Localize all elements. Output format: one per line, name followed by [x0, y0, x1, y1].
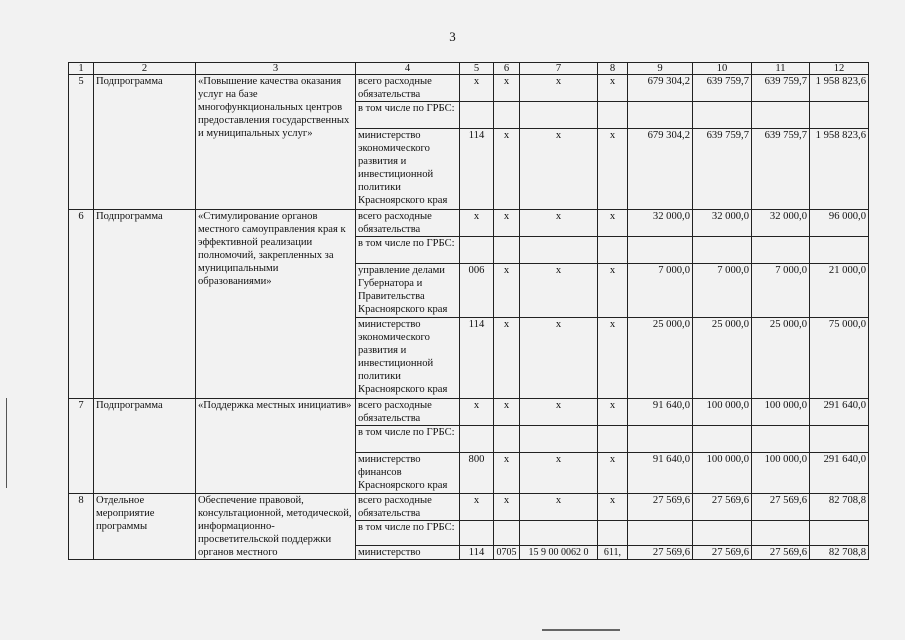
cell-c5: 800	[460, 453, 494, 494]
cell-c7: х	[520, 494, 598, 521]
cell-c9: 91 640,0	[628, 453, 693, 494]
header-cell-4: 4	[356, 63, 460, 75]
grbs-name: министерство	[356, 546, 460, 560]
cell-c12: 1 958 823,6	[810, 129, 869, 210]
cell-c6: 0705	[494, 546, 520, 560]
header-cell-5: 5	[460, 63, 494, 75]
cell-c6: х	[494, 264, 520, 318]
cell-c11: 27 569,6	[752, 546, 810, 560]
row-type: Отдельное мероприятие программы	[94, 494, 196, 560]
cell-c6: х	[494, 494, 520, 521]
cell-c5: х	[460, 399, 494, 426]
cell-c6: х	[494, 210, 520, 237]
grbs-label: в том числе по ГРБС:	[356, 521, 460, 546]
cell-c12: 291 640,0	[810, 453, 869, 494]
cell-c12: 1 958 823,6	[810, 75, 869, 102]
table-row	[69, 210, 869, 237]
row-number: 5	[69, 75, 94, 210]
cell-c8: х	[598, 494, 628, 521]
cell-c8: х	[598, 318, 628, 399]
scan-margin-line	[6, 398, 7, 488]
cell-c6: х	[494, 129, 520, 210]
grbs-label: в том числе по ГРБС:	[356, 102, 460, 129]
cell-c9: 27 569,6	[628, 494, 693, 521]
cell-c10: 639 759,7	[693, 129, 752, 210]
row-number: 7	[69, 399, 94, 494]
cell-c7: х	[520, 399, 598, 426]
cell-c8: х	[598, 453, 628, 494]
cell-c12: 82 708,8	[810, 494, 869, 521]
cell-c12: 82 708,8	[810, 546, 869, 560]
cell-c9: 679 304,2	[628, 129, 693, 210]
cell-c10: 639 759,7	[693, 75, 752, 102]
cell-c10: 27 569,6	[693, 494, 752, 521]
cell-c9: 679 304,2	[628, 75, 693, 102]
header-cell-12: 12	[810, 63, 869, 75]
grbs-label: в том числе по ГРБС:	[356, 426, 460, 453]
table-row	[69, 399, 869, 426]
header-cell-3: 3	[196, 63, 356, 75]
cell-c11: 32 000,0	[752, 210, 810, 237]
cell-c5: х	[460, 75, 494, 102]
header-cell-2: 2	[94, 63, 196, 75]
header-cell-8: 8	[598, 63, 628, 75]
cell-c11: 100 000,0	[752, 399, 810, 426]
page-number: 3	[449, 29, 456, 44]
cell-c8: х	[598, 210, 628, 237]
cell-c7: 15 9 00 0062 0	[520, 546, 598, 560]
expense-label: всего расходные обязательства	[356, 210, 460, 237]
header-cell-9: 9	[628, 63, 693, 75]
header-row	[69, 63, 869, 75]
cell-c7: х	[520, 453, 598, 494]
header-cell-11: 11	[752, 63, 810, 75]
cell-c7: х	[520, 318, 598, 399]
cell-c6: х	[494, 318, 520, 399]
header-cell-7: 7	[520, 63, 598, 75]
cell-c5: 114	[460, 318, 494, 399]
grbs-name: министерство экономического развития и инвестиционной политики Красноярского края	[356, 318, 460, 399]
cell-c8: х	[598, 75, 628, 102]
cell-c7: х	[520, 75, 598, 102]
table-row	[69, 494, 869, 521]
cell-c10: 27 569,6	[693, 546, 752, 560]
cell-c6: х	[494, 75, 520, 102]
expense-label: всего расходные обязательства	[356, 75, 460, 102]
cell-c8: х	[598, 129, 628, 210]
grbs-name: управление делами Губернатора и Правительства Красноярского края	[356, 264, 460, 318]
cell-c11: 100 000,0	[752, 453, 810, 494]
cell-c10: 100 000,0	[693, 399, 752, 426]
cell-c5: х	[460, 494, 494, 521]
cell-c8: х	[598, 264, 628, 318]
cell-c9: 7 000,0	[628, 264, 693, 318]
cell-c7: х	[520, 264, 598, 318]
row-type: Подпрограмма	[94, 210, 196, 399]
cell-c9: 91 640,0	[628, 399, 693, 426]
grbs-name: министерство финансов Красноярского края	[356, 453, 460, 494]
cell-c11: 7 000,0	[752, 264, 810, 318]
cell-c6: х	[494, 453, 520, 494]
table-row	[69, 75, 869, 102]
row-number: 8	[69, 494, 94, 560]
row-title: «Поддержка местных инициатив»	[196, 399, 356, 494]
scan-bottom-line	[542, 629, 620, 631]
cell-c7: х	[520, 129, 598, 210]
cell-c11: 25 000,0	[752, 318, 810, 399]
row-type: Подпрограмма	[94, 399, 196, 494]
cell-c9: 27 569,6	[628, 546, 693, 560]
cell-c11: 639 759,7	[752, 129, 810, 210]
grbs-name: министерство экономического развития и инвестиционной политики Красноярского края	[356, 129, 460, 210]
row-title: «Стимулирование органов местного самоуправления края к эффективной реализации полномочий, закрепленных за муниципальными образованиями»	[196, 210, 356, 399]
cell-c10: 7 000,0	[693, 264, 752, 318]
header-cell-6: 6	[494, 63, 520, 75]
budget-table	[68, 62, 869, 560]
header-cell-1: 1	[69, 63, 94, 75]
cell-c12: 96 000,0	[810, 210, 869, 237]
cell-c5: 114	[460, 129, 494, 210]
expense-label: всего расходные обязательства	[356, 399, 460, 426]
row-title: Обеспечение правовой, консультационной, методической, информационно-просветительской поддержки органов местного	[196, 494, 356, 560]
cell-c11: 639 759,7	[752, 75, 810, 102]
cell-c12: 21 000,0	[810, 264, 869, 318]
cell-c7: х	[520, 210, 598, 237]
row-title: «Повышение качества оказания услуг на базе многофункциональных центров предоставления государственных и муниципальных услуг»	[196, 75, 356, 210]
cell-c12: 291 640,0	[810, 399, 869, 426]
row-number: 6	[69, 210, 94, 399]
cell-c9: 25 000,0	[628, 318, 693, 399]
cell-c11: 27 569,6	[752, 494, 810, 521]
header-cell-10: 10	[693, 63, 752, 75]
row-type: Подпрограмма	[94, 75, 196, 210]
cell-c10: 100 000,0	[693, 453, 752, 494]
cell-c5: 006	[460, 264, 494, 318]
cell-c8: х	[598, 399, 628, 426]
cell-c5: 114	[460, 546, 494, 560]
cell-c9: 32 000,0	[628, 210, 693, 237]
expense-label: всего расходные обязательства	[356, 494, 460, 521]
grbs-label: в том числе по ГРБС:	[356, 237, 460, 264]
cell-c6: х	[494, 399, 520, 426]
cell-c10: 25 000,0	[693, 318, 752, 399]
cell-c8: 611,	[598, 546, 628, 560]
cell-c12: 75 000,0	[810, 318, 869, 399]
cell-c5: х	[460, 210, 494, 237]
cell-c10: 32 000,0	[693, 210, 752, 237]
